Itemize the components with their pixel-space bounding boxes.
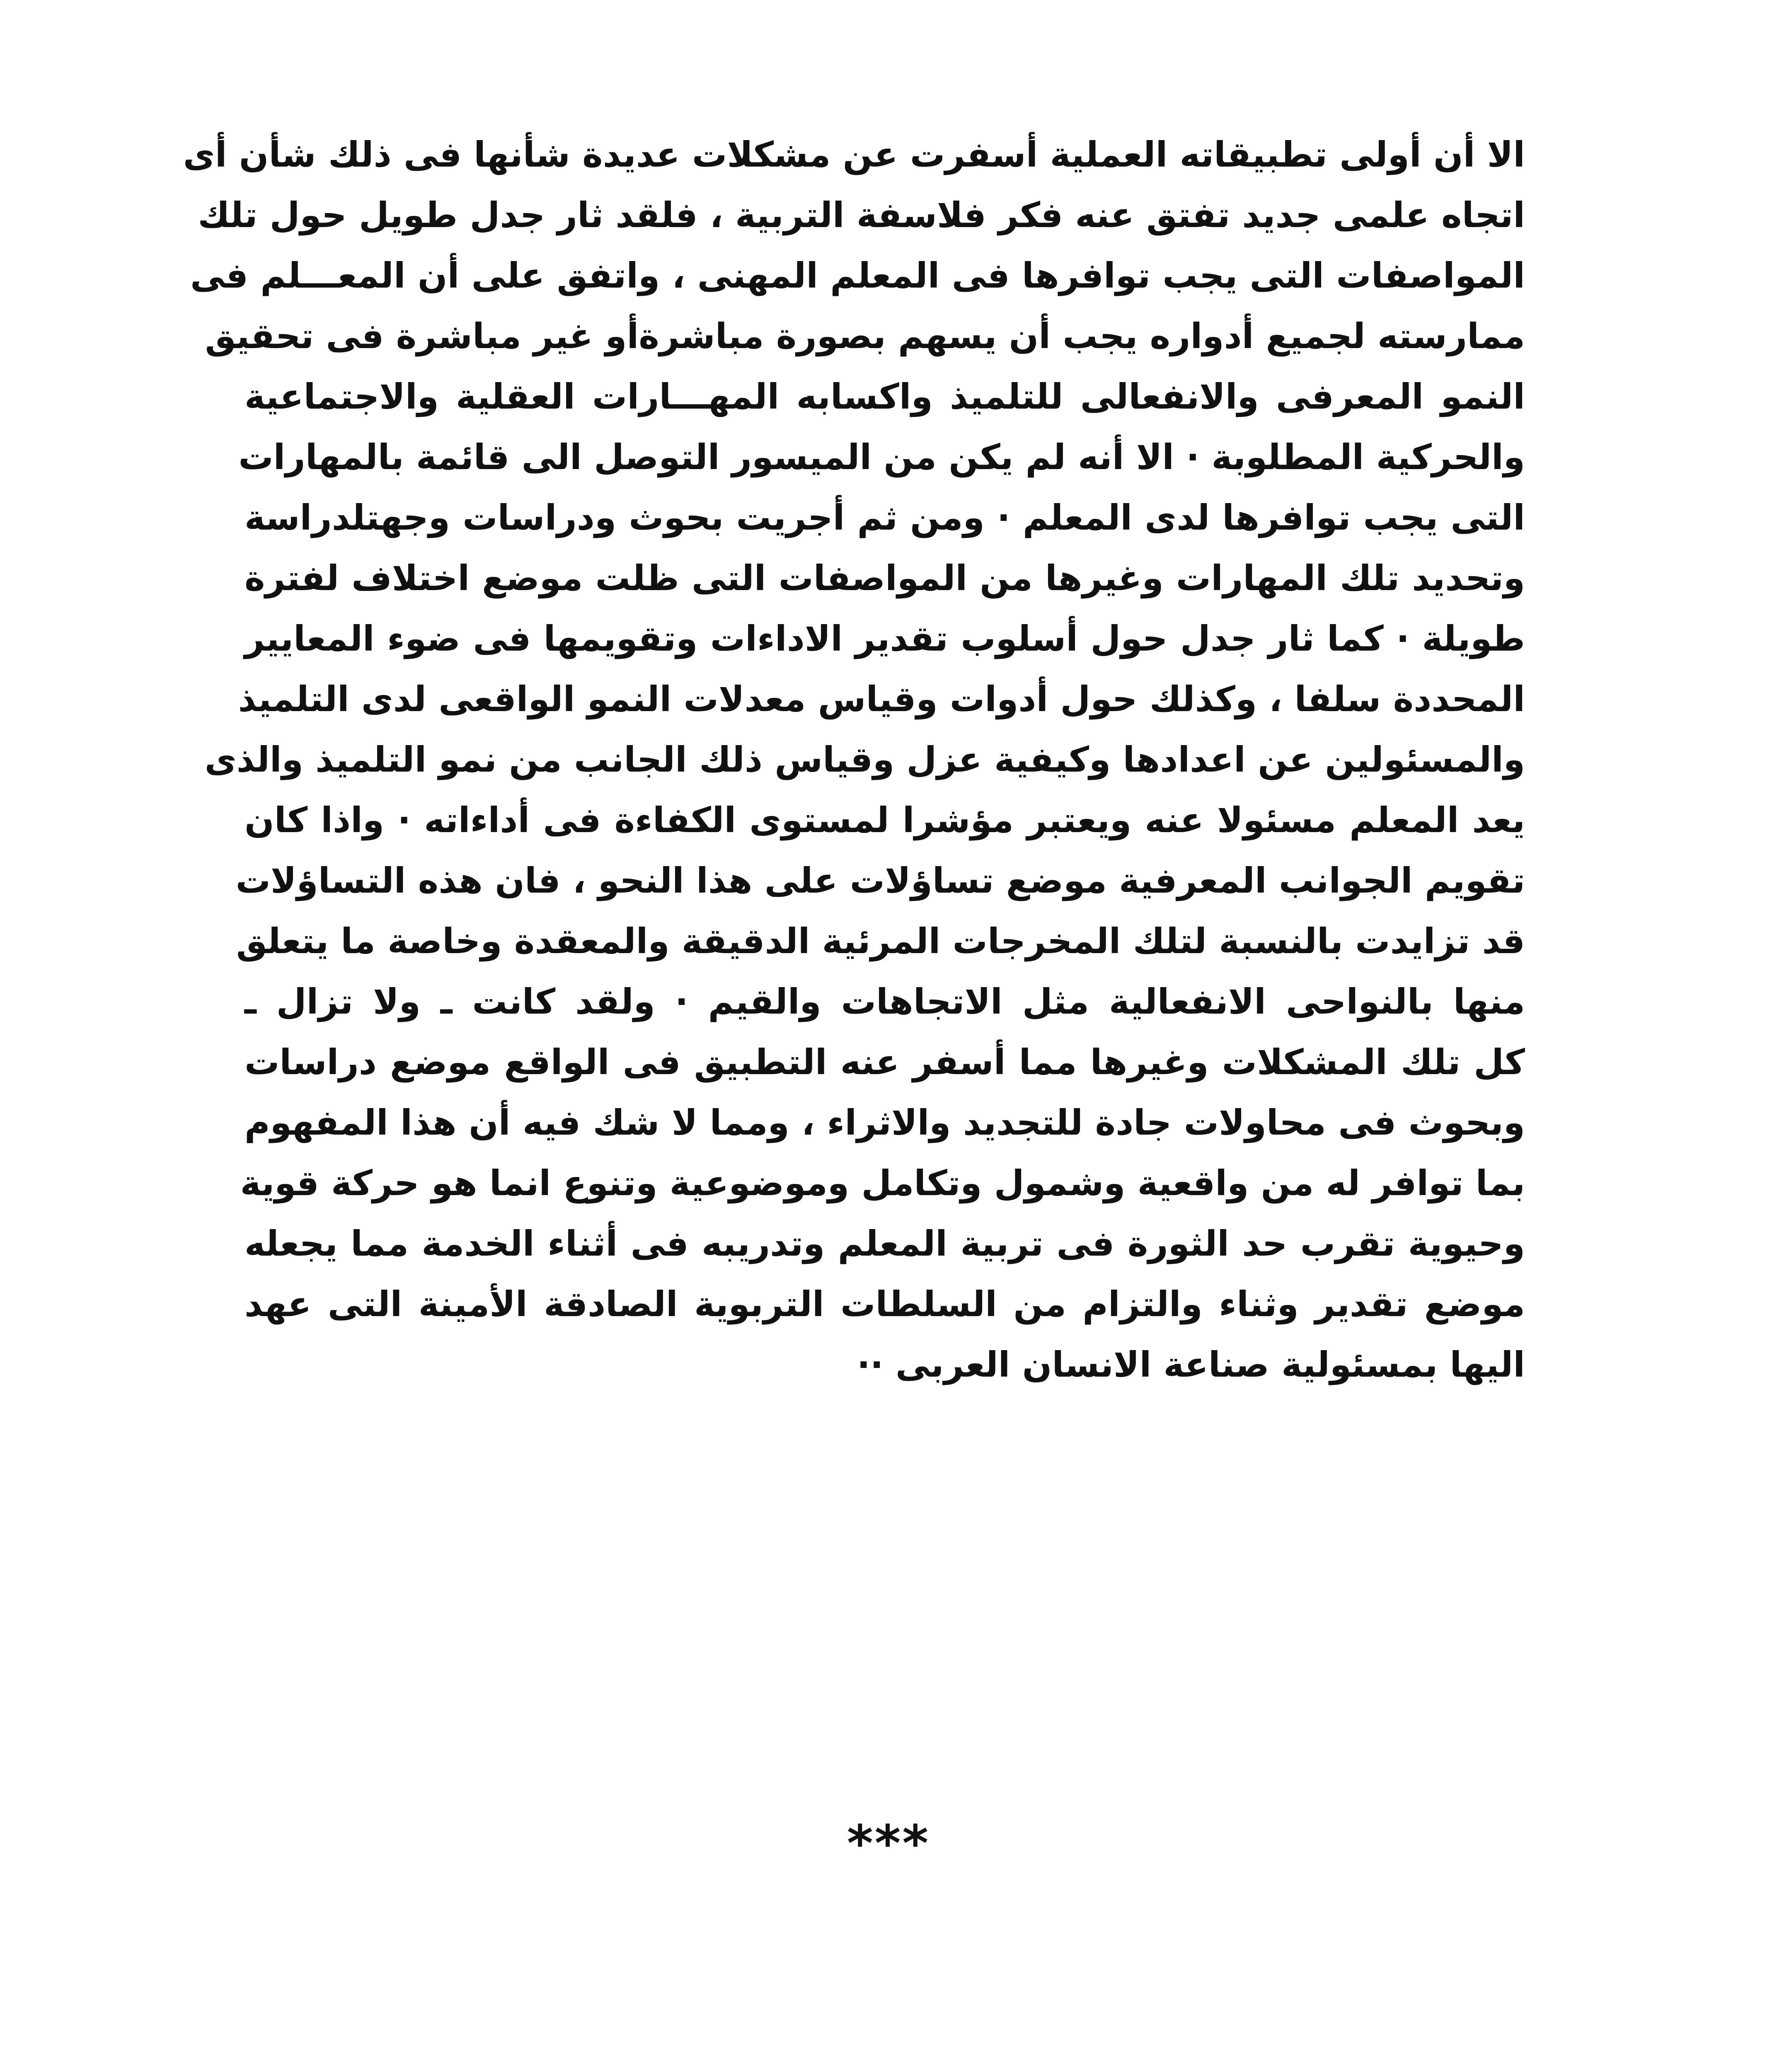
text-line: منها بالنواحى الانفعالية مثل الاتجاهات والقيم · ولقد كانت ـ ولا تزال ـ [245, 981, 1525, 1022]
text-line: اتجاه علمى جديد تفتق عنه فكر فلاسفة التربية ، فلقد ثار جدل طويل حول تلك [198, 195, 1525, 235]
text-line: النمو المعرفى والانفعالى للتلميذ واكسابه المهـــارات العقلية والاجتماعية [245, 376, 1525, 417]
text-line: يعد المعلم مسئولا عنه ويعتبر مؤشرا لمستوى الكفاءة فى أداءاته · واذا كان [245, 800, 1525, 840]
text-line: المواصفات التى يجب توافرها فى المعلم المهنى ، واتفق على أن المعـــلم فى [190, 255, 1525, 296]
text-line: تقويم الجوانب المعرفية موضع تساؤلات على هذا النحو ، فان هذه التساؤلات [235, 860, 1525, 901]
text-line: وبحوث فى محاولات جادة للتجديد والاثراء ، ومما لا شك فيه أن هذا المفهوم [245, 1102, 1525, 1143]
text-line: وحيوية تقرب حد الثورة فى تربية المعلم وتدريبه فى أثناء الخدمة مما يجعله [245, 1223, 1525, 1264]
text-line: قد تزايدت بالنسبة لتلك المخرجات المرئية الدقيقة والمعقدة وخاصة ما يتعلق [236, 921, 1525, 961]
text-line: والحركية المطلوبة · الا أنه لم يكن من الميسور التوصل الى قائمة بالمهارات [238, 437, 1525, 477]
text-line: وتحديد تلك المهارات وغيرها من المواصفات التى ظلت موضع اختلاف لفترة [245, 558, 1525, 598]
text-line: التى يجب توافرها لدى المعلم · ومن ثم أجريت بحوث ودراسات وجهتلدراسة [245, 497, 1525, 538]
text-line: موضع تقدير وثناء والتزام من السلطات التربوية الصادقة الأمينة التى عهد [245, 1284, 1525, 1324]
text-line: اليها بمسئولية صناعة الانسان العربى ·· [857, 1344, 1525, 1385]
text-line: طويلة · كما ثار جدل حول أسلوب تقدير الاداءات وتقويمها فى ضوء المعايير [245, 618, 1525, 659]
body-paragraph [183, 124, 1525, 1395]
text-line: المحددة سلفا ، وكذلك حول أدوات وقياس معدلات النمو الواقعى لدى التلميذ [238, 679, 1525, 719]
text-line: الا أن أولى تطبيقاته العملية أسفرت عن مشكلات عديدة شأنها فى ذلك شأن أى [183, 134, 1525, 175]
text-line: بما توافر له من واقعية وشمول وتكامل وموضوعية وتنوع انما هو حركة قوية [240, 1163, 1525, 1203]
text-line: كل تلك المشكلات وغيرها مما أسفر عنه التطبيق فى الواقع موضع دراسات [245, 1042, 1525, 1082]
section-ornament: *** [847, 1815, 930, 1873]
text-line: ممارسته لجميع أدواره يجب أن يسهم بصورة مباشرةأو غير مباشرة فى تحقيق [205, 316, 1525, 356]
text-line: والمسئولين عن اعدادها وكيفية عزل وقياس ذلك الجانب من نمو التلميذ والذى [204, 739, 1525, 780]
